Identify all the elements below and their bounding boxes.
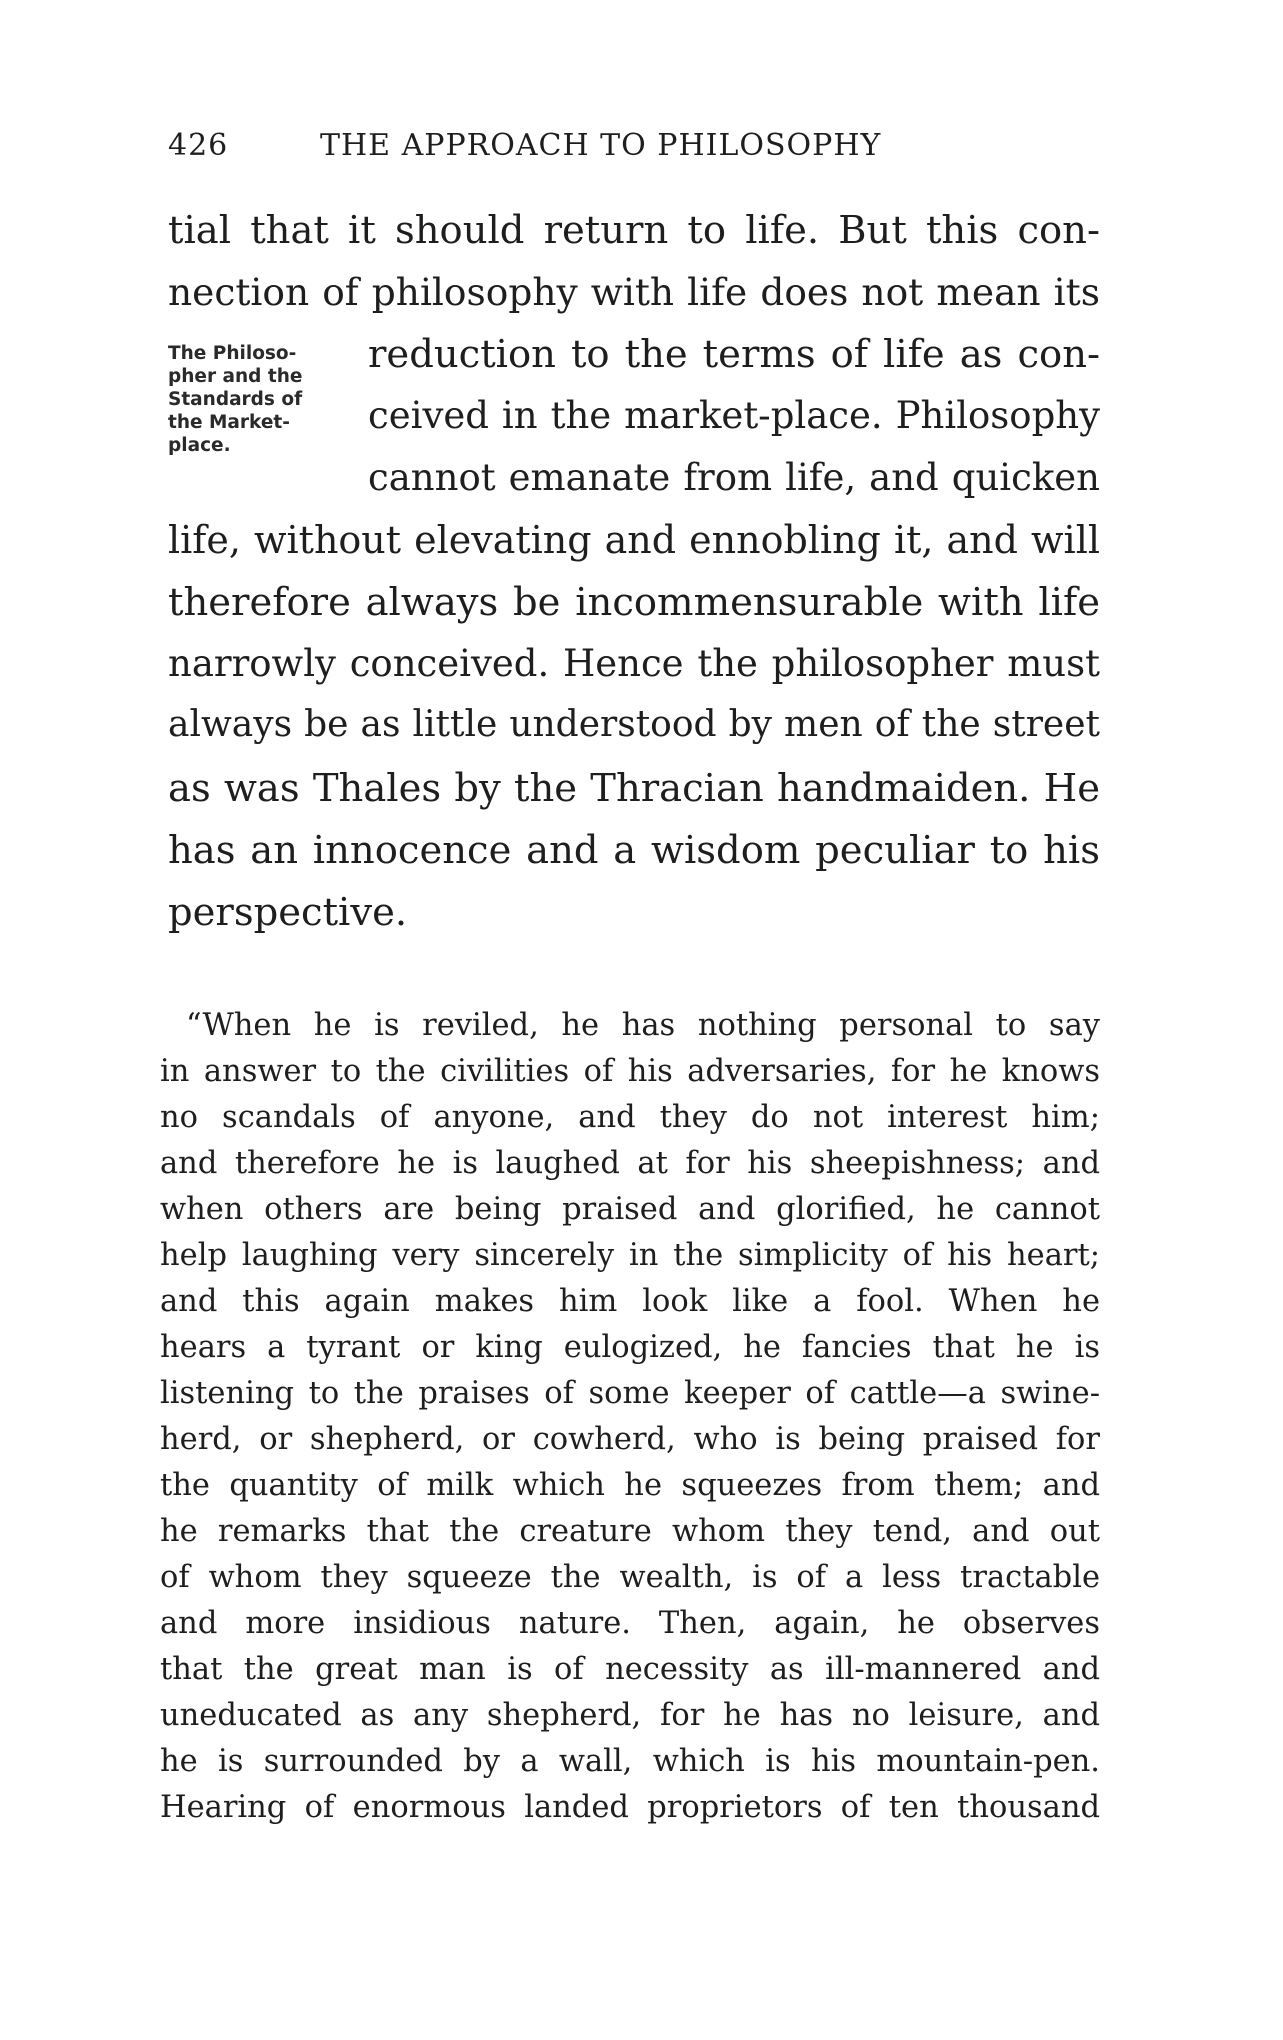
quote-line: and more insidious nature. Then, again, he observes	[160, 1606, 1100, 1641]
body-line: cannot emanate from life, and quicken	[368, 456, 1100, 499]
margin-note-line: The Philoso-	[168, 343, 297, 364]
body-line: as was Thales by the Thracian handmaiden. He	[168, 766, 1100, 811]
quote-line: when others are being praised and glorified, he cannot	[160, 1192, 1100, 1227]
quote-line: he remarks that the creature whom they tend, and out	[160, 1514, 1100, 1549]
margin-note-line: place.	[168, 435, 231, 456]
body-line: reduction to the terms of life as con-	[368, 332, 1100, 377]
quote-line: he is surrounded by a wall, which is his mountain-pen.	[160, 1744, 1100, 1779]
quote-line: “When he is reviled, he has nothing personal to say	[186, 1008, 1100, 1043]
quote-line: herd, or shepherd, or cowherd, who is being praised for	[160, 1422, 1100, 1457]
quote-line: help laughing very sincerely in the simplicity of his heart;	[160, 1238, 1100, 1273]
body-line: nection of philosophy with life does not mean its	[168, 270, 1100, 314]
body-line: always be as little understood by men of the street	[168, 704, 1100, 745]
margin-note-line: Standards of	[168, 389, 303, 410]
quote-line: that the great man is of necessity as ill-mannered and	[160, 1652, 1100, 1687]
quote-line: no scandals of anyone, and they do not interest him;	[160, 1100, 1100, 1135]
quote-line: Hearing of enormous landed proprietors of ten thousand	[160, 1790, 1100, 1825]
body-line: narrowly conceived. Hence the philosopher must	[168, 642, 1100, 685]
body-line: ceived in the market-place. Philosophy	[368, 394, 1100, 437]
body-line: therefore always be incommensurable with life	[168, 580, 1100, 625]
page-header	[168, 128, 968, 178]
margin-note-line: pher and the	[168, 366, 303, 387]
quote-line: the quantity of milk which he squeezes from them; and	[160, 1468, 1100, 1503]
body-line: life, without elevating and ennobling it, and will	[168, 518, 1100, 562]
margin-note-line: the Market-	[168, 412, 290, 433]
body-line: has an innocence and a wisdom peculiar to his	[168, 828, 1100, 873]
quote-line: and this again makes him look like a fool. When he	[160, 1284, 1100, 1319]
body-line: perspective.	[168, 890, 408, 935]
quote-line: hears a tyrant or king eulogized, he fancies that he is	[160, 1330, 1100, 1365]
quote-line: of whom they squeeze the wealth, is of a less tractable	[160, 1560, 1100, 1595]
quote-line: and therefore he is laughed at for his sheepishness; and	[160, 1146, 1100, 1181]
body-line: tial that it should return to life. But this con-	[168, 208, 1100, 253]
quote-line: in answer to the civilities of his adversaries, for he knows	[160, 1054, 1100, 1089]
margin-note	[168, 342, 348, 457]
quote-line: uneducated as any shepherd, for he has no leisure, and	[160, 1698, 1100, 1733]
quote-line: listening to the praises of some keeper of cattle—a swine-	[160, 1376, 1100, 1411]
running-title: THE APPROACH TO PHILOSOPHY	[320, 128, 882, 163]
page-number: 426	[168, 128, 229, 163]
